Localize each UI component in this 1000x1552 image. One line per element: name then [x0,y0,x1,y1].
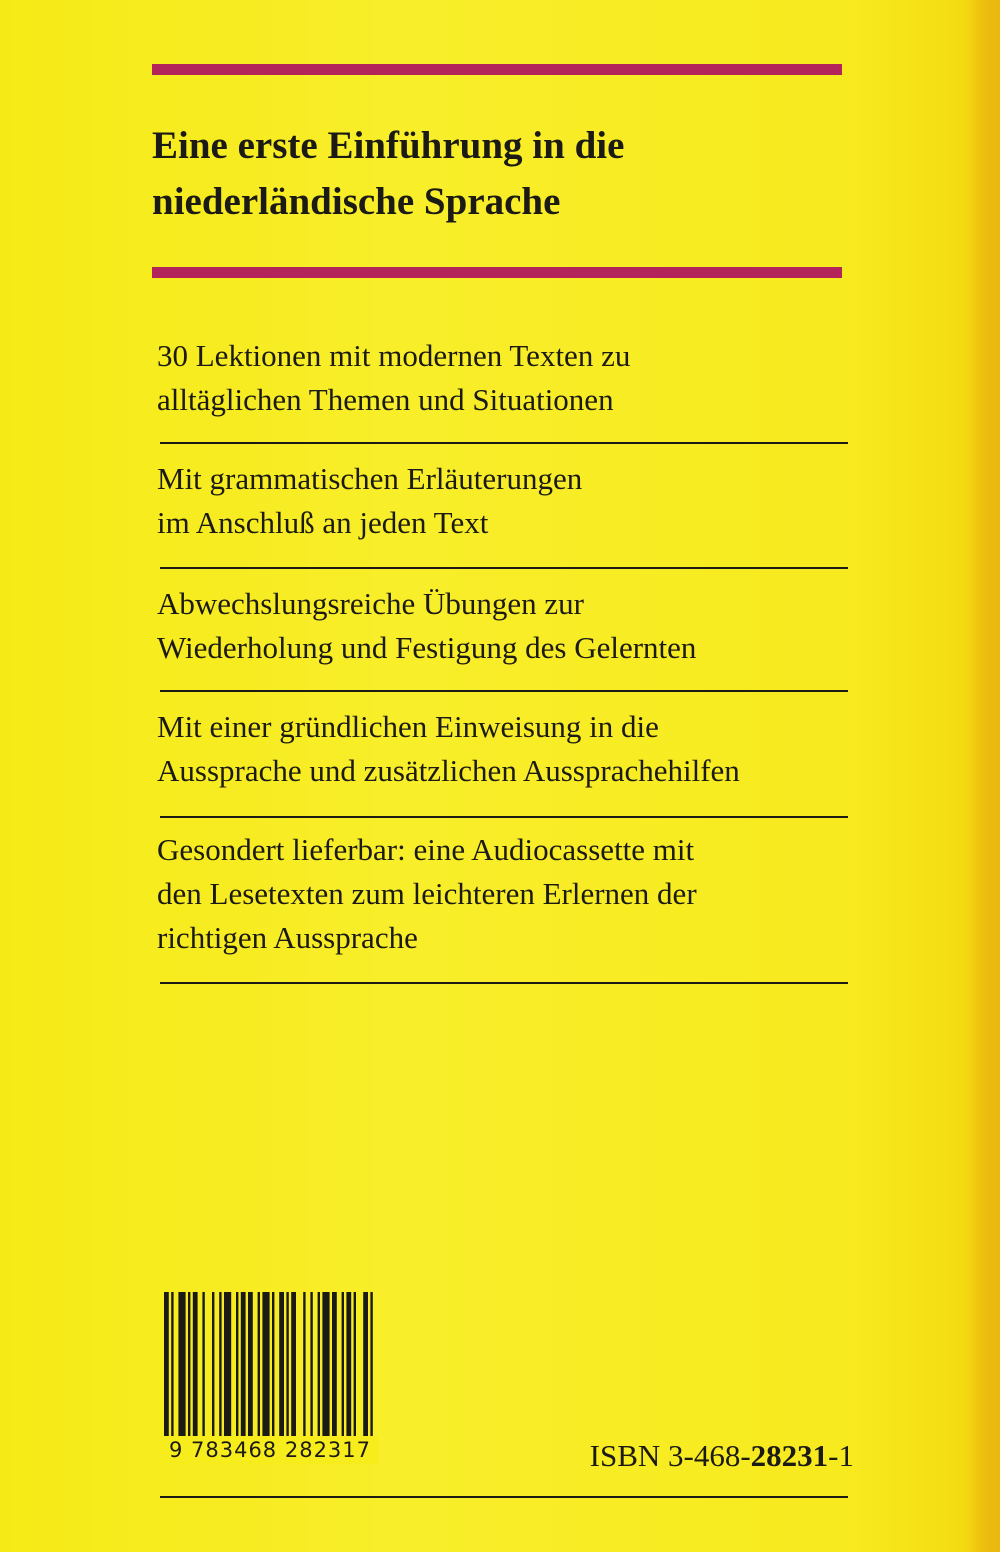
spine-edge [968,0,1000,1552]
feature-divider-4 [160,816,848,818]
cover-title-line-1: Eine erste Einführung in die [152,124,625,167]
feature-item-3-line-1: Abwechslungsreiche Übungen zur [157,586,584,621]
isbn-bold-part: 28231 [750,1438,829,1473]
ean-barcode [162,1292,378,1468]
feature-divider-3 [160,690,848,692]
feature-item-1-line-2: alltäglichen Themen und Situationen [157,382,614,417]
feature-divider-5 [160,982,848,984]
feature-item-4-line-2: Aussprache und zusätzlichen Aussprachehilfen [157,753,740,788]
feature-divider-1 [160,442,848,444]
feature-item-2 [157,457,857,545]
feature-item-5-line-1: Gesondert lieferbar: eine Audiocassette mit [157,832,695,867]
feature-item-1-line-1: 30 Lektionen mit modernen Texten zu [157,338,631,373]
barcode-digits: 9 783468 282317 [162,1436,378,1464]
feature-item-3-line-2: Wiederholung und Festigung des Gelernten [157,630,697,665]
feature-item-2-line-1: Mit grammatischen Erläuterungen [157,461,583,496]
feature-item-4 [157,705,857,793]
feature-item-5-line-3: richtigen Aussprache [157,920,418,955]
title-accent-rule [152,267,842,278]
feature-item-1 [157,334,857,422]
feature-item-5 [157,828,857,960]
bottom-rule [160,1496,848,1498]
cover-title [152,118,852,230]
isbn-suffix: -1 [828,1438,854,1473]
isbn-prefix: ISBN 3-468- [589,1438,751,1473]
feature-item-5-line-2: den Lesetexten zum leichteren Erlernen der [157,876,697,911]
feature-item-3 [157,582,857,670]
feature-divider-2 [160,567,848,569]
isbn-number [590,1436,854,1476]
feature-item-2-line-2: im Anschluß an jeden Text [157,505,489,540]
feature-item-4-line-1: Mit einer gründlichen Einweisung in die [157,709,659,744]
cover-title-line-2: niederländische Sprache [152,180,561,223]
top-accent-rule [152,64,842,75]
